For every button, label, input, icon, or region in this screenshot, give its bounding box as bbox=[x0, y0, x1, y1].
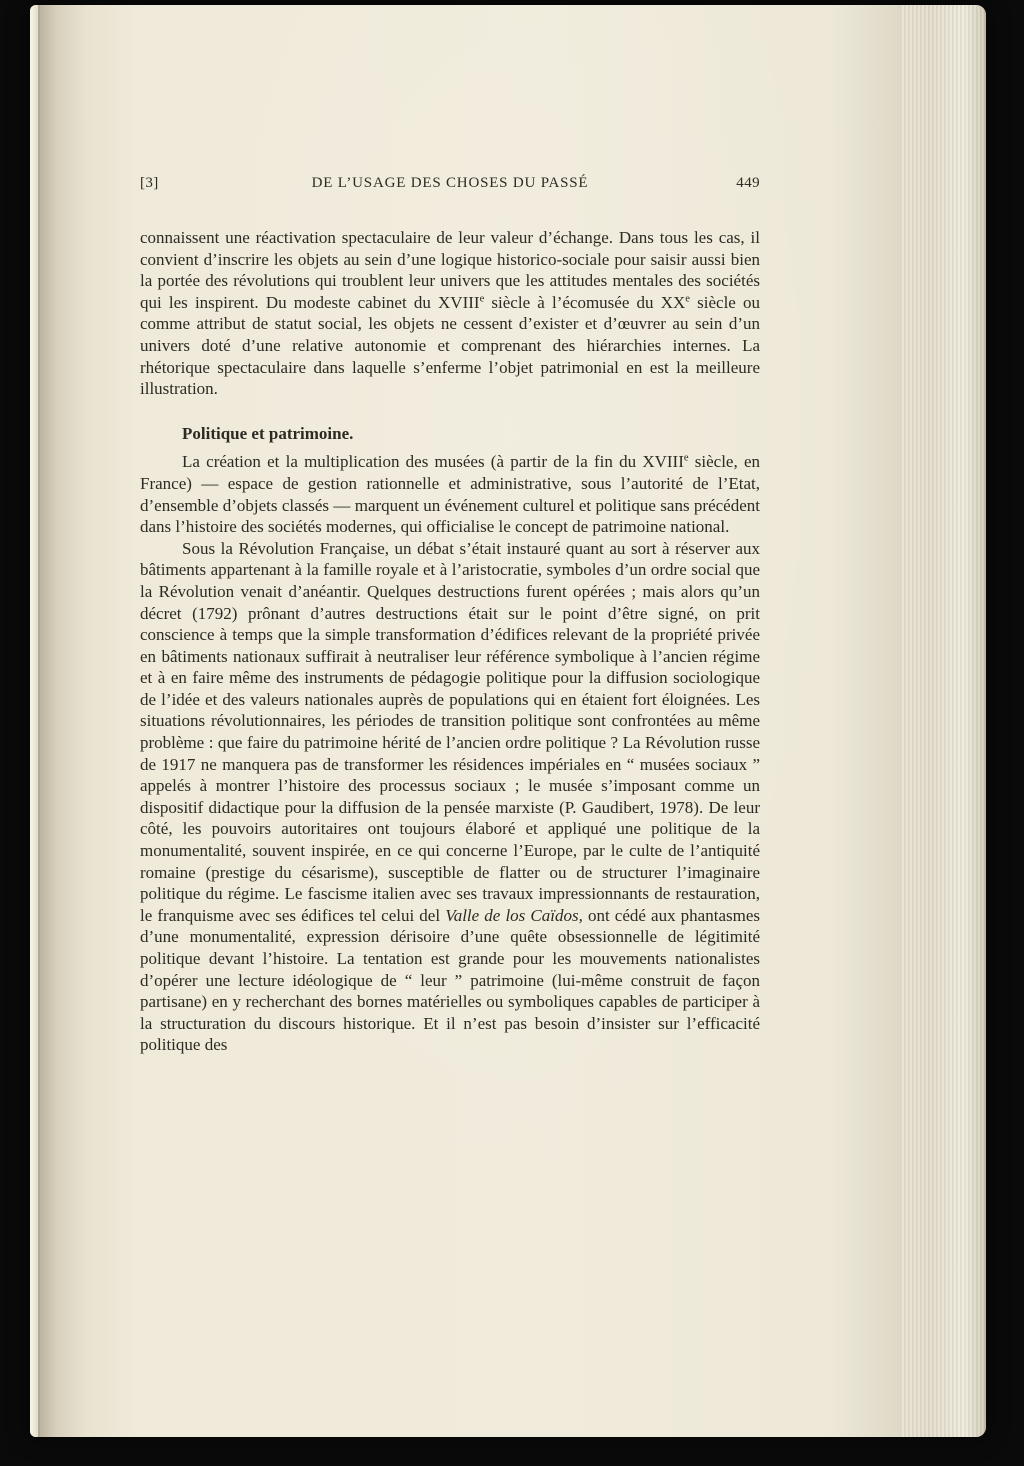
header-section-number: [3] bbox=[140, 175, 159, 191]
text-block bbox=[140, 175, 760, 1056]
book-page bbox=[30, 5, 986, 1437]
page-stack-edges bbox=[900, 5, 986, 1437]
header-page-number: 449 bbox=[736, 175, 760, 191]
page-curvature-shade bbox=[830, 5, 900, 1437]
paragraph: Sous la Révolution Française, un débat s’était instauré quant au sort à réserver aux bâtiments appartenant à la famille royale et à l’aristocratie, symboles d’un ordre social que la Révolution venait d’anéantir. Quelques destructions furent opérées ; mais alors qu’un décret (1792) prônant d’autres destructions était sur le point d’être signé, on prit conscience à temps que la simple transformation d’édifices relevant de la propriété privée en bâtiments nationaux suffirait à neutraliser leur référence symbolique à l’ancien régime et à en faire même des instruments de pédagogie politique pour la diffusion sociologique de l’idée et des valeurs nationales auprès de populations qui en étaient fort éloignées. Les situations révolutionnaires, les périodes de transition politique sont confrontées au même problème : que faire du patrimoine hérité de l’ancien ordre politique ? La Révolution russe de 1917 ne manquera pas de transformer les résidences impériales en “ musées sociaux ” appelés à montrer l’histoire des processus sociaux ; le musée s’imposant comme un dispositif didactique pour la diffusion de la pensée marxiste (P. Gaudibert, 1978). De leur côté, les pouvoirs autoritaires ont toujours élaboré et appliqué une politique de la monumentalité, souvent inspirée, en ce qui concerne l’Europe, par le culte de l’antiquité romaine (prestige du césarisme), susceptible de flatter ou de structurer l’imaginaire politique du régime. Le fascisme italien avec ses travaux impressionnants de restauration, le franquisme avec ses édifices tel celui del Valle de los Caïdos, ont cédé aux phantasmes d’une monumentalité, expression dérisoire d’une quête obsessionnelle de légitimité politique devant l’histoire. La tentation est grande pour les mouvements nationalistes d’opérer une lecture idéologique de “ leur ” patrimoine (lui-même construit de façon partisane) en y recherchant des bornes matérielles ou symboliques capables de participer à la structuration du discours historique. Et il n’est pas besoin d’insister sur l’efficacité politique des bbox=[140, 538, 760, 1055]
paragraph: La création et la multiplication des musées (à partir de la fin du XVIIIe siècle, en France) — espace de gestion rationnelle et administrative, sous l’autorité de l’Etat, d’ensemble d’objets classés — marquent un événement culturel et politique sans précédent dans l’histoire des sociétés modernes, qui officialise le concept de patrimoine national. bbox=[140, 452, 760, 537]
spine-gutter-shadow bbox=[38, 5, 134, 1437]
header-title: DE L’USAGE DES CHOSES DU PASSÉ bbox=[311, 175, 589, 191]
section-heading: Politique et patrimoine. bbox=[182, 423, 354, 443]
paragraph: connaissent une réactivation spectaculaire de leur valeur d’échange. Dans tous les cas, il convient d’inscrire les objets au sein d’une logique historico-sociale pour saisir aussi bien la portée des révolutions qui troublent leur univers que les attitudes mentales des sociétés qui les inspirent. Du modeste cabinet du XVIIIe siècle à l’écomusée du XXe siècle ou comme attribut de statut social, les objets ne cessent d’exister et d’œuvrer au sein d’un univers doté d’une relative autonomie et comprenant des hiérarchies internes. La rhétorique spectaculaire dans laquelle s’enferme l’objet patrimonial en est la meilleure illustration. bbox=[140, 228, 760, 399]
body-text bbox=[140, 227, 760, 1056]
page-header bbox=[140, 175, 760, 195]
